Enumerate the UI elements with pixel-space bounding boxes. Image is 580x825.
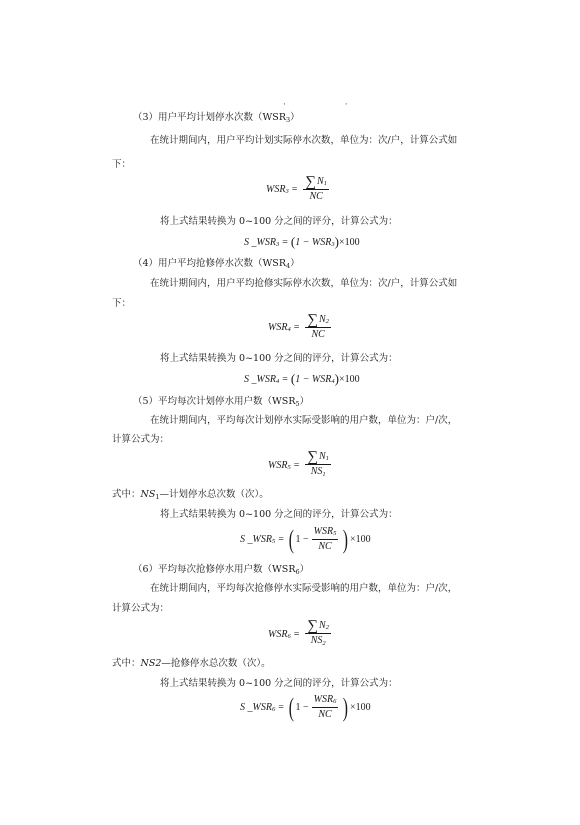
section-4-score-formula: S _WSR 4 = ( 1 − WSR 4 ) ×100	[244, 371, 360, 386]
section-5-heading: （5）平均每次计划停水用户数$(WSR_5)$	[133, 396, 310, 408]
section-4-paragraph-line1: 在统计期间内，用户平均抢修实际停水次数，单位为：次/户，计算公式如	[150, 278, 458, 289]
section-5-paragraph-line1: 在统计期间内，平均每次计划停水实际受影响的用户数，单位为：户/次，	[150, 415, 458, 426]
section-6-heading: （6）平均每次抢修停水用户数$(WSR_6)$	[133, 564, 310, 576]
section-4-formula: WSR 4 = ∑ N 2 NC	[268, 312, 329, 340]
section-5-note: 式中：$NS_1—$计划停水总次数（次）。	[112, 489, 269, 501]
section-6-paragraph-line2: 计算公式为：	[112, 603, 170, 614]
section-3-paragraph-line1: 在统计期间内，用户平均计划实际停水次数，单位为：次/户，计算公式如	[150, 135, 458, 146]
section-5-formula: WSR 5 = ∑ N 1 $NS_1$	[268, 449, 329, 478]
section-5-convert-text: 将上式结果转换为 0~100 分之间的评分，计算公式为：	[160, 509, 398, 520]
section-6-note: 式中：NS2—抢修停水总次数（次）。	[112, 658, 271, 669]
section-6-formula: WSR 6 = ∑ N 2 $NS_2$	[268, 618, 329, 647]
section-4-heading: （4）用户平均抢修停水次数$(WSR_4)$	[133, 258, 300, 270]
section-4-paragraph-line2: 下：	[112, 298, 132, 309]
section-3-convert-text: 将上式结果转换为 0~100 分之间的评分，计算公式为：	[160, 216, 398, 227]
section-3-paragraph-line2: 下：	[112, 159, 132, 170]
section-4-convert-text: 将上式结果转换为 0~100 分之间的评分，计算公式为：	[160, 353, 398, 364]
section-3-heading: （3）用户平均计划停水次数$(WSR_3)$	[133, 112, 300, 124]
header-dots: · ·	[283, 100, 376, 110]
section-3-formula: WSR 3 = ∑ N 1 NC	[266, 174, 327, 202]
section-5-score-formula: S _WSR 5 = ( 1 − WSR 5 NC ) ×100	[240, 524, 371, 554]
section-5-paragraph-line2: 计算公式为：	[112, 434, 170, 445]
section-3-score-formula: S _WSR 3 = ( 1 − WSR 3 ) ×100	[244, 234, 360, 249]
section-6-paragraph-line1: 在统计期间内，平均每次抢修停水实际受影响的用户数，单位为：户/次，	[150, 583, 458, 594]
section-6-score-formula: S _WSR 6 = ( 1 − WSR 6 NC ) ×100	[240, 692, 371, 722]
section-6-convert-text: 将上式结果转换为 0~100 分之间的评分，计算公式为：	[160, 678, 398, 689]
